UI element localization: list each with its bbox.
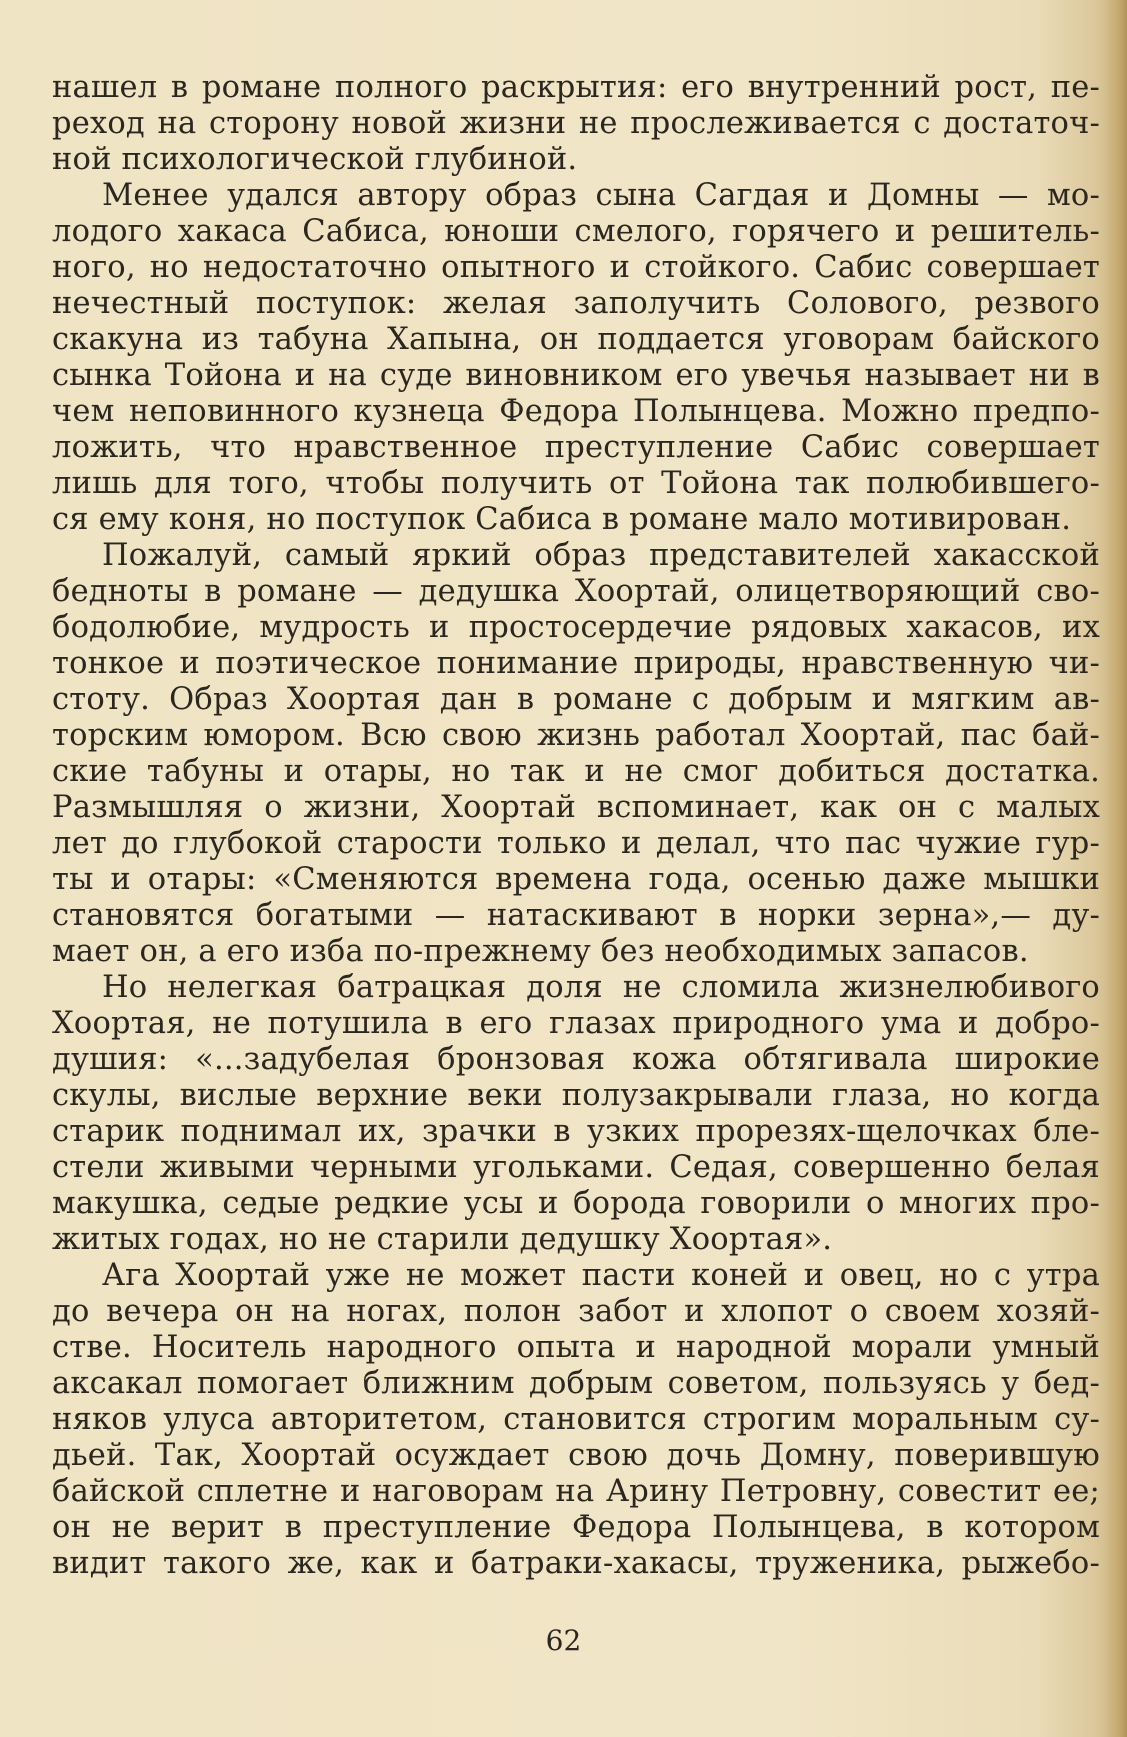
page-edge-shadow: [1105, 0, 1127, 1737]
text-line: ты и отары: «Сменяются времена года, осенью даже мышки: [52, 862, 1100, 897]
page-number: 62: [545, 1624, 582, 1657]
text-line: Но нелегкая батрацкая доля не сломила жизнелюбивого: [102, 970, 1100, 1005]
text-line: няков улуса авторитетом, становится строгим моральным су-: [52, 1402, 1100, 1437]
text-line: мает он, а его изба по-прежнему без необходимых запасов.: [52, 934, 1029, 969]
text-line: ной психологической глубиной.: [52, 142, 578, 177]
text-line: реход на сторону новой жизни не прослеживается с достаточ-: [52, 106, 1100, 141]
text-line: ские табуны и отары, но так и не смог добиться достатка.: [52, 754, 1100, 789]
text-line: скакуна из табуна Хапына, он поддается уговорам байского: [52, 322, 1100, 357]
text-line: лет до глубокой старости только и делал, что пас чужие гур-: [52, 826, 1100, 861]
text-line: Размышляя о жизни, Хоортай вспоминает, как он с малых: [52, 790, 1100, 825]
text-line: дьей. Так, Хоортай осуждает свою дочь Домну, поверившую: [52, 1438, 1100, 1473]
text-line: сынка Тойона и на суде виновником его увечья называет ни в: [52, 358, 1100, 393]
text-line: душия: «...задубелая бронзовая кожа обтягивала широкие: [52, 1042, 1100, 1077]
text-line: лишь для того, чтобы получить от Тойона так полюбившего-: [52, 466, 1100, 501]
text-line: ся ему коня, но поступок Сабиса в романе мало мотивирован.: [52, 502, 1072, 537]
text-line: бедноты в романе — дедушка Хоортай, олицетворяющий сво-: [52, 574, 1100, 609]
text-line: аксакал помогает ближним добрым советом, пользуясь у бед-: [52, 1366, 1100, 1401]
text-line: торским юмором. Всю свою жизнь работал Хоортай, пас бай-: [52, 718, 1100, 753]
text-line: житых годах, но не старили дедушку Хоортая».: [52, 1222, 833, 1257]
text-line: тонкое и поэтическое понимание природы, нравственную чи-: [52, 646, 1100, 681]
text-line: старик поднимал их, зрачки в узких прорезях-щелочках бле-: [52, 1114, 1100, 1149]
text-line: стоту. Образ Хоортая дан в романе с добрым и мягким ав-: [52, 682, 1100, 717]
text-line: Пожалуй, самый яркий образ представителей хакасской: [102, 538, 1100, 573]
text-line: ложить, что нравственное преступление Сабис совершает: [52, 430, 1100, 465]
text-line: становятся богатыми — натаскивают в норки зерна»,— ду-: [52, 898, 1100, 933]
text-line: Менее удался автору образ сына Сагдая и Домны — мо-: [102, 178, 1100, 213]
text-line: видит такого же, как и батраки-хакасы, труженика, рыжебо-: [52, 1546, 1100, 1581]
text-line: до вечера он на ногах, полон забот и хлопот о своем хозяй-: [52, 1294, 1100, 1329]
text-line: стели живыми черными угольками. Седая, совершенно белая: [52, 1150, 1100, 1185]
text-line: чем неповинного кузнеца Федора Полынцева. Можно предпо-: [52, 394, 1100, 429]
text-line: Ага Хоортай уже не может пасти коней и овец, но с утра: [102, 1258, 1100, 1293]
text-line: Хоортая, не потушила в его глазах природного ума и добро-: [52, 1006, 1100, 1041]
text-line: макушка, седые редкие усы и борода говорили о многих про-: [52, 1186, 1100, 1221]
text-line: ного, но недостаточно опытного и стойкого. Сабис совершает: [52, 250, 1100, 285]
text-line: бодолюбие, мудрость и простосердечие рядовых хакасов, их: [52, 610, 1100, 645]
text-line: байской сплетне и наговорам на Арину Петровну, совестит ее;: [52, 1474, 1100, 1509]
body-text: [52, 70, 1100, 1582]
text-line: он не верит в преступление Федора Полынцева, в котором: [52, 1510, 1100, 1545]
text-line: нашел в романе полного раскрытия: его внутренний рост, пе-: [52, 70, 1100, 105]
text-line: стве. Носитель народного опыта и народной морали умный: [52, 1330, 1100, 1365]
text-line: нечестный поступок: желая заполучить Солового, резвого: [52, 286, 1100, 321]
text-line: лодого хакаса Сабиса, юноши смелого, горячего и решитель-: [52, 214, 1100, 249]
text-line: скулы, вислые верхние веки полузакрывали глаза, но когда: [52, 1078, 1100, 1113]
